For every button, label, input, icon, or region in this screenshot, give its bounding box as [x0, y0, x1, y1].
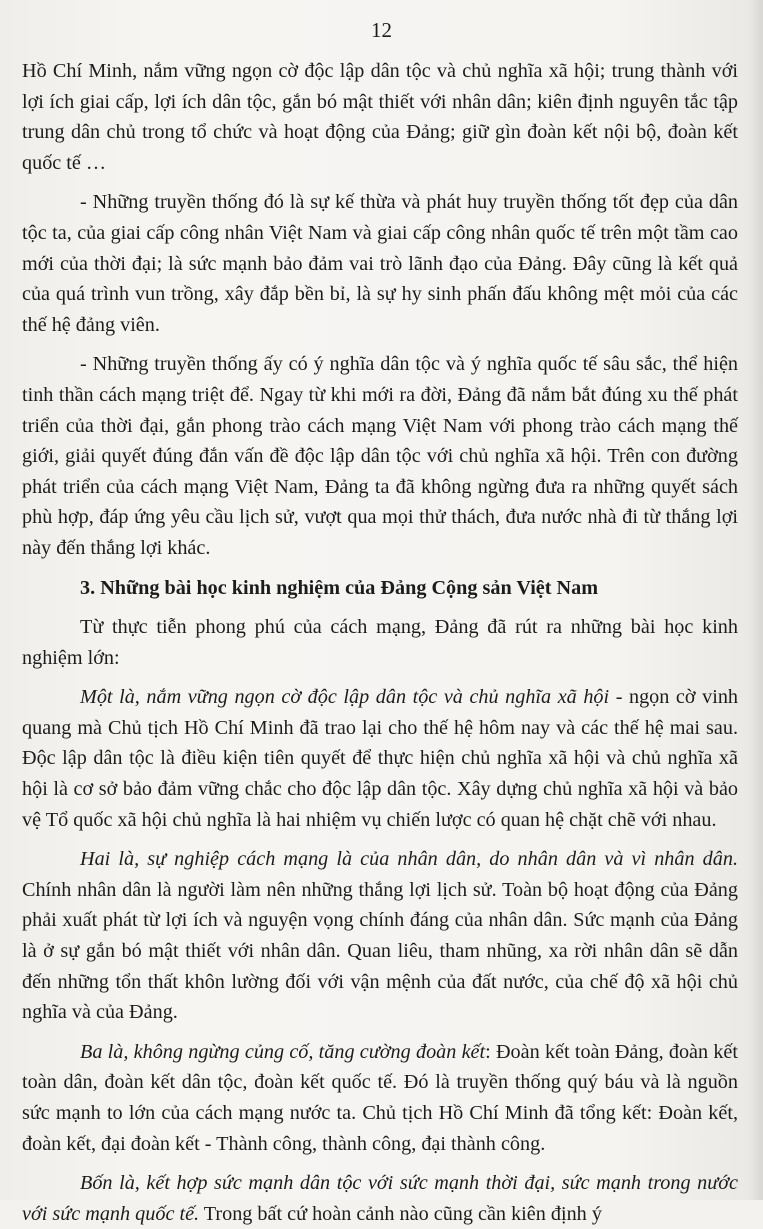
lesson-two-title: Hai là, sự nghiệp cách mạng là của nhân dân, do nhân dân và vì nhân dân. — [80, 848, 738, 871]
paragraph-lessons-intro: Từ thực tiễn phong phú của cách mạng, Đảng đã rút ra những bài học kinh nghiệm lớn: — [22, 616, 738, 669]
section-heading: 3. Những bài học kinh nghiệm của Đảng Cộng sản Việt Nam — [80, 576, 599, 599]
paragraph-lesson-two — [22, 844, 738, 1028]
paragraph-lesson-four — [22, 1168, 738, 1229]
body-text — [22, 56, 738, 1229]
lesson-four-title: Bốn là, kết hợp sức mạnh dân tộc với sức mạnh thời đại, sức mạnh trong nước với sức mạnh quốc tế. — [22, 1172, 738, 1225]
lesson-one-body: - ngọn cờ vinh quang mà Chủ tịch Hồ Chí Minh đã trao lại cho thế hệ hôm nay và các thế hệ mai sau. Độc lập dân tộc là điều kiện tiên quyết để thực hiện chủ nghĩa xã hội và chủ nghĩa xã hội là cơ sở bảo đảm vững chắc cho độc lập dân tộc. Xây dựng chủ nghĩa xã hội và bảo vệ Tổ quốc xã hội chủ nghĩa là hai nhiệm vụ chiến lược có quan hệ chặt chẽ với nhau. — [22, 686, 739, 831]
lesson-one-title: Một là, nắm vững ngọn cờ độc lập dân tộc và chủ nghĩa xã hội — [80, 686, 610, 709]
paragraph-lesson-one — [22, 682, 738, 835]
lesson-three-title: Ba là, không ngừng củng cố, tăng cường đoàn kết — [80, 1040, 486, 1063]
lesson-two-body: Chính nhân dân là người làm nên những thắng lợi lịch sử. Toàn bộ hoạt động của Đảng phải xuất phát từ lợi ích và nguyện vọng chính đáng của nhân dân. Sức mạnh của Đảng là ở sự gắn bó mật thiết với nhân dân. Quan liêu, tham nhũng, xa rời nhân dân sẽ dẫn đến những tổn thất khôn lường đối với vận mệnh của đất nước, của chế độ xã hội chủ nghĩa và của Đảng. — [22, 878, 738, 1024]
paragraph-traditions-inheritance: - Những truyền thống đó là sự kế thừa và phát huy truyền thống tốt đẹp của dân tộc ta, của giai cấp công nhân Việt Nam và giai cấp công nhân quốc tế trên một tầm cao mới của thời đại; là sức mạnh bảo đảm vai trò lãnh đạo của Đảng. Đây cũng là kết quả của quá trình vun trồng, xây đắp bền bỉ, là sự hy sinh phấn đấu không mệt mỏi của các thế hệ đảng viên. — [22, 191, 738, 336]
page-number: 12 — [371, 18, 392, 42]
lesson-four-body: Trong bất cứ hoàn cảnh nào cũng cần kiên định ý — [199, 1202, 602, 1225]
page-edge-shadow — [749, 0, 763, 1200]
paragraph-traditions-meaning: - Những truyền thống ấy có ý nghĩa dân tộc và ý nghĩa quốc tế sâu sắc, thể hiện tinh thần cách mạng triệt để. Ngay từ khi mới ra đời, Đảng đã nắm bắt đúng xu thế phát triển của thời đại, gắn phong trào cách mạng Việt Nam với phong trào cách mạng thế giới, giải quyết đúng đắn vấn đề độc lập dân tộc với chủ nghĩa xã hội. Trên con đường phát triển của cách mạng Việt Nam, Đảng ta đã không ngừng đưa ra những quyết sách phù hợp, đáp ứng yêu cầu lịch sử, vượt qua mọi thử thách, đưa nước nhà đi từ thắng lợi này đến thắng lợi khác. — [22, 353, 738, 559]
paragraph-lesson-three — [22, 1037, 738, 1159]
lesson-three-body: : Đoàn kết toàn Đảng, đoàn kết toàn dân, đoàn kết dân tộc, đoàn kết quốc tế. Đó là truyền thống quý báu và là nguồn sức mạnh to lớn của cách mạng nước ta. Chủ tịch Hồ Chí Minh đã tổng kết: Đoàn kết, đoàn kết, đại đoàn kết - Thành công, thành công, đại thành công. — [22, 1040, 738, 1155]
paragraph-continuation: Hồ Chí Minh, nắm vững ngọn cờ độc lập dân tộc và chủ nghĩa xã hội; trung thành với lợi ích giai cấp, lợi ích dân tộc, gắn bó mật thiết với nhân dân; kiên định nguyên tắc tập trung dân chủ trong tổ chức và hoạt động của Đảng; giữ gìn đoàn kết nội bộ, đoàn kết quốc tế … — [22, 60, 738, 174]
